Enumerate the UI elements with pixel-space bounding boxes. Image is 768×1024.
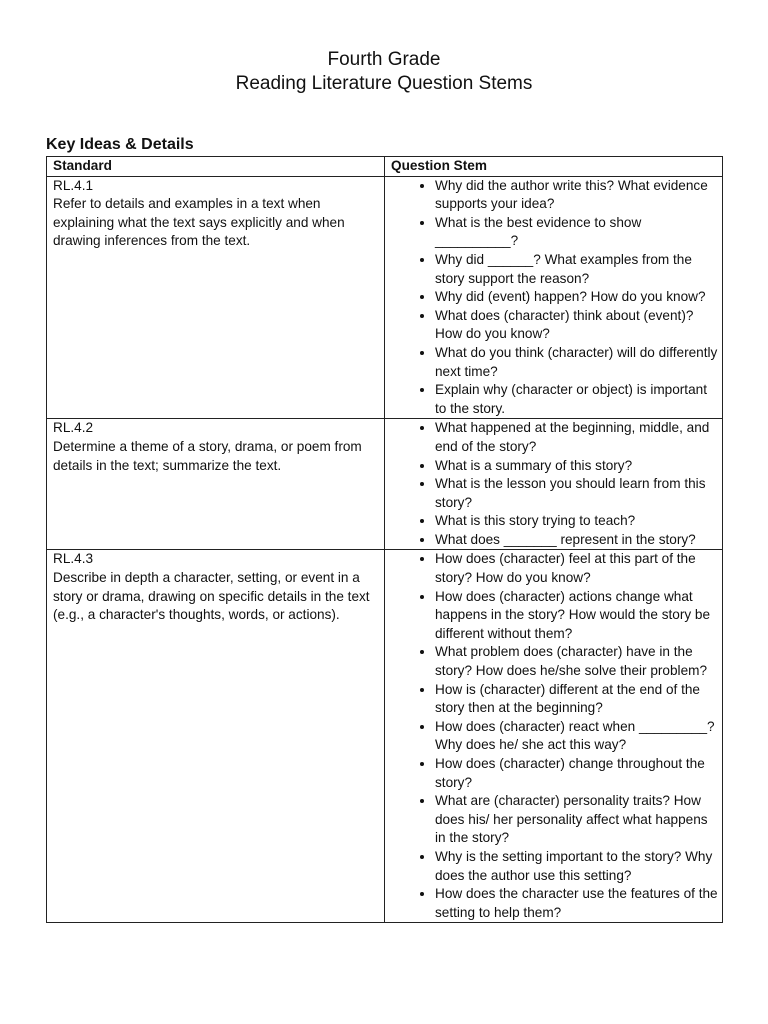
question-stem-item: • Why did (event) happen? How do you know? bbox=[435, 288, 718, 307]
question-stem-item: • How does the character use the features of the setting to help them? bbox=[435, 885, 718, 922]
question-stem-item: • What problem does (character) have in the story? How does he/she solve their problem? bbox=[435, 643, 718, 680]
question-stem-item: • How does (character) react when _________? Why does he/ she act this way? bbox=[435, 718, 718, 755]
question-stem-item: • Why did the author write this? What evidence supports your idea? bbox=[435, 177, 718, 214]
standard-cell bbox=[47, 176, 385, 419]
table-row bbox=[47, 176, 723, 419]
question-stem-item: • How does (character) feel at this part of the story? How do you know? bbox=[435, 550, 718, 587]
standard-column-header: Standard bbox=[47, 157, 385, 177]
question-stem-item: • What does (character) think about (event)? How do you know? bbox=[435, 307, 718, 344]
standard-code: RL.4.2 bbox=[53, 420, 94, 436]
standard-code: RL.4.1 bbox=[53, 177, 94, 193]
page-title-line-2: Reading Literature Question Stems bbox=[235, 73, 533, 94]
question-stem-item: • What is the best evidence to show __________? bbox=[435, 214, 718, 251]
question-stem-cell bbox=[385, 419, 723, 550]
page-title bbox=[0, 48, 768, 96]
question-stem-item: • How does (character) change throughout the story? bbox=[435, 755, 718, 792]
section-heading: Key Ideas & Details bbox=[46, 136, 194, 153]
standard-description: Determine a theme of a story, drama, or poem from details in the text; summarize the text. bbox=[53, 438, 362, 473]
table-row bbox=[47, 550, 723, 923]
question-stem-item: • Why is the setting important to the story? Why does the author use this setting? bbox=[435, 848, 718, 885]
question-stem-item: • What happened at the beginning, middle, and end of the story? bbox=[435, 419, 718, 456]
question-stem-cell bbox=[385, 550, 723, 923]
question-stem-item: • What is the lesson you should learn from this story? bbox=[435, 475, 718, 512]
question-stems-table bbox=[46, 156, 723, 923]
question-stem-item: • Explain why (character or object) is important to the story. bbox=[435, 381, 718, 418]
question-stem-item: • What does _______ represent in the story? bbox=[435, 531, 718, 550]
standard-description: Describe in depth a character, setting, or event in a story or drama, drawing on specific details in the text (e.g., a character's thoughts, words, or actions). bbox=[53, 570, 370, 623]
standard-code: RL.4.3 bbox=[53, 551, 94, 567]
question-stem-list bbox=[391, 550, 722, 922]
standard-description: Refer to details and examples in a text when explaining what the text says explicitly and when drawing inferences from the text. bbox=[53, 196, 345, 249]
question-stem-item: • What are (character) personality traits? How does his/ her personality affect what happens in the story? bbox=[435, 792, 718, 848]
question-stem-item: • How is (character) different at the end of the story then at the beginning? bbox=[435, 681, 718, 718]
question-stem-item: • What is this story trying to teach? bbox=[435, 512, 718, 531]
question-stem-list bbox=[391, 177, 722, 419]
question-stem-column-header: Question Stem bbox=[385, 157, 723, 177]
question-stem-item: • What is a summary of this story? bbox=[435, 457, 718, 476]
question-stem-cell bbox=[385, 176, 723, 419]
question-stem-list bbox=[391, 419, 722, 549]
question-stem-item: • Why did ______? What examples from the story support the reason? bbox=[435, 251, 718, 288]
question-stem-item: • What do you think (character) will do differently next time? bbox=[435, 344, 718, 381]
standard-cell bbox=[47, 419, 385, 550]
table-row bbox=[47, 419, 723, 550]
page-title-line-1: Fourth Grade bbox=[327, 49, 441, 70]
standard-cell bbox=[47, 550, 385, 923]
table-header-row bbox=[47, 157, 723, 177]
question-stem-item: • How does (character) actions change what happens in the story? How would the story be different without them? bbox=[435, 588, 718, 644]
